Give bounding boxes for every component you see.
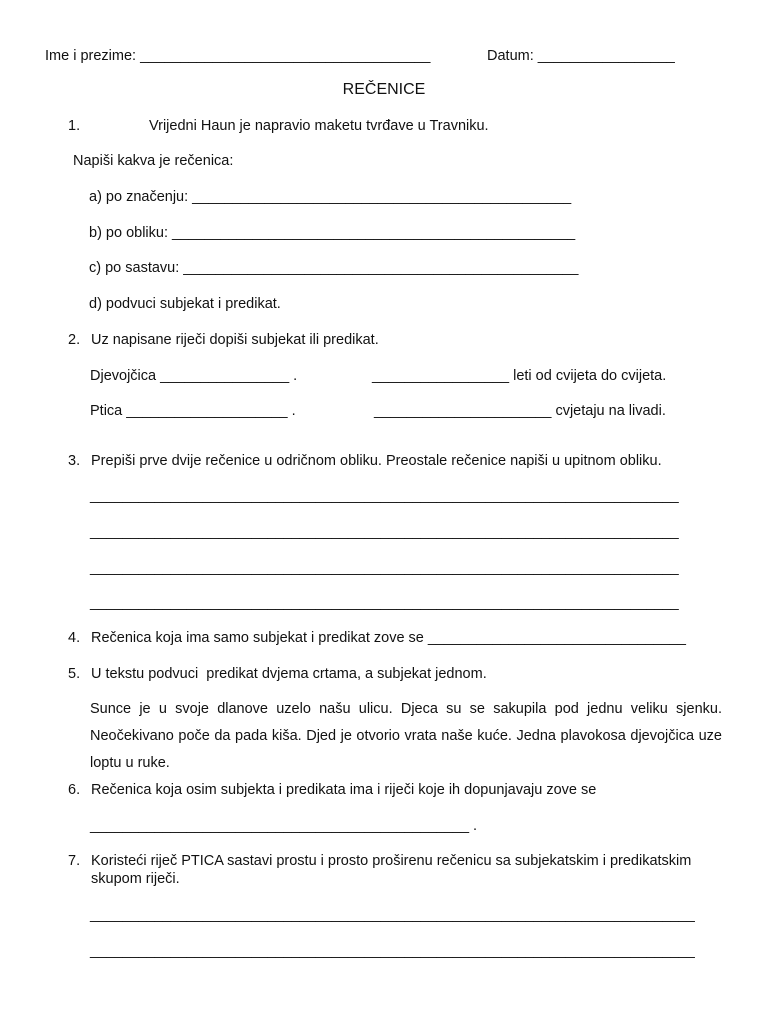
q2-instruction: Uz napisane riječi dopiši subjekat ili predikat. <box>91 332 379 348</box>
q6-answer-line: _______________________________________________ . <box>90 818 478 834</box>
q1-number: 1. <box>68 118 81 134</box>
q1-item-meaning: a) po značenju: _______________________________________________ <box>89 189 572 205</box>
q7-text-line-1: Koristeći riječ PTICA sastavi prostu i prosto proširenu rečenicu sa subjekatskim i predikatskim <box>91 853 692 869</box>
q7-answer-line-1: ___________________________________________________________________________ <box>90 907 695 923</box>
q3-answer-line-3: _________________________________________________________________________ <box>90 560 679 576</box>
q1-sentence: Vrijedni Haun je napravio maketu tvrđave u Travniku. <box>149 118 489 134</box>
q1-instruction: Napiši kakva je rečenica: <box>73 153 234 169</box>
q7-answer-line-2: ___________________________________________________________________________ <box>90 943 695 959</box>
q2-number: 2. <box>68 332 81 348</box>
q5-passage: Sunce je u svoje dlanove uzelo našu ulicu. Djeca su se sakupila pod jednu veliku sjenku. Neočekivano poče da pada kiša. Djed je otvorio vrata naše kuće. Jedna plavokosa djevojčica uze loptu u ruke. <box>90 701 722 771</box>
q4-number: 4. <box>68 630 81 646</box>
q1-item-underline: d) podvuci subjekat i predikat. <box>89 296 281 312</box>
q2-row1-right: _________________ leti od cvijeta do cvijeta. <box>372 368 667 384</box>
page-title: REČENICE <box>342 81 426 98</box>
q5-number: 5. <box>68 666 81 682</box>
q3-answer-line-1: _________________________________________________________________________ <box>90 488 679 504</box>
q7-number: 7. <box>68 853 81 869</box>
q2-row2-right: ______________________ cvjetaju na livadi. <box>374 403 666 419</box>
date-field-line: Datum: _________________ <box>487 48 675 64</box>
q2-row2-left: Ptica ____________________ . <box>90 403 296 419</box>
q1-item-form: b) po obliku: __________________________________________________ <box>89 225 576 241</box>
q2-row1-left: Djevojčica ________________ . <box>90 368 298 384</box>
q6-number: 6. <box>68 782 81 798</box>
q7-text-line-2: skupom riječi. <box>91 871 180 887</box>
q3-number: 3. <box>68 453 81 469</box>
q5-instruction: U tekstu podvuci predikat dvjema crtama, a subjekat jednom. <box>91 666 487 682</box>
q3-answer-line-2: _________________________________________________________________________ <box>90 524 679 540</box>
q1-item-structure: c) po sastavu: _________________________________________________ <box>89 260 579 276</box>
q6-text: Rečenica koja osim subjekta i predikata ima i riječi koje ih dopunjavaju zove se <box>91 782 597 798</box>
name-field-line: Ime i prezime: ____________________________________ <box>45 48 431 64</box>
q4-text: Rečenica koja ima samo subjekat i predikat zove se ________________________________ <box>91 630 686 646</box>
q3-instruction: Prepiši prve dvije rečenice u odričnom obliku. Preostale rečenice napiši u upitnom obliku. <box>91 453 662 469</box>
q3-answer-line-4: _________________________________________________________________________ <box>90 595 679 611</box>
